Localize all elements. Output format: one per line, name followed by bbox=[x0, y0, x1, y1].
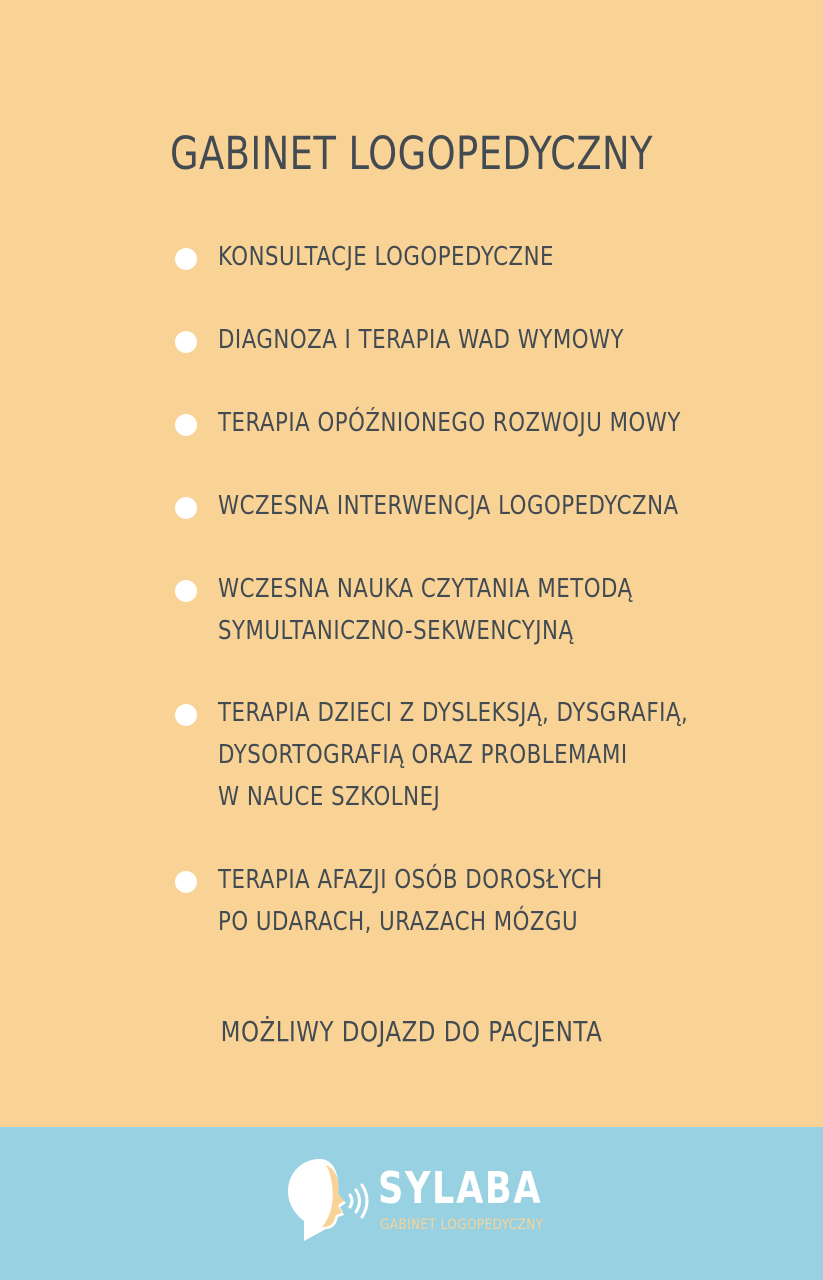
service-label: TERAPIA OPÓŹNIONEGO ROZWOJU MOWY bbox=[218, 408, 681, 438]
circle-bullet-icon bbox=[175, 331, 197, 353]
service-label: TERAPIA AFAZJI OSÓB DOROSŁYCH PO UDARACH, URAZACH MÓZGU bbox=[218, 865, 603, 937]
circle-bullet-icon bbox=[175, 580, 197, 602]
logo bbox=[282, 1155, 582, 1255]
circle-bullet-icon bbox=[175, 414, 197, 436]
circle-bullet-icon bbox=[175, 248, 197, 270]
circle-bullet-icon bbox=[175, 497, 197, 519]
travel-note: MOŻLIWY DOJAZD DO PACJENTA bbox=[220, 1015, 603, 1048]
circle-bullet-icon bbox=[175, 704, 197, 726]
circle-bullet-icon bbox=[175, 871, 197, 893]
speaking-head-icon bbox=[282, 1155, 372, 1247]
service-label: KONSULTACJE LOGOPEDYCZNE bbox=[218, 242, 554, 272]
footer bbox=[0, 1127, 823, 1280]
page-title: GABINET LOGOPEDYCZNY bbox=[169, 127, 654, 180]
service-label: WCZESNA INTERWENCJA LOGOPEDYCZNA bbox=[218, 491, 679, 521]
service-label: TERAPIA DZIECI Z DYSLEKSJĄ, DYSGRAFIĄ, DYSORTOGRAFIĄ ORAZ PROBLEMAMI W NAUCE SZKOLNEJ bbox=[218, 698, 689, 812]
service-label: WCZESNA NAUKA CZYTANIA METODĄ SYMULTANICZNO-SEKWENCYJNĄ bbox=[218, 574, 633, 646]
service-label: DIAGNOZA I TERAPIA WAD WYMOWY bbox=[218, 325, 625, 355]
brand-tagline: GABINET LOGOPEDYCZNY bbox=[380, 1217, 544, 1233]
brand-name: SYLABA bbox=[378, 1163, 543, 1214]
